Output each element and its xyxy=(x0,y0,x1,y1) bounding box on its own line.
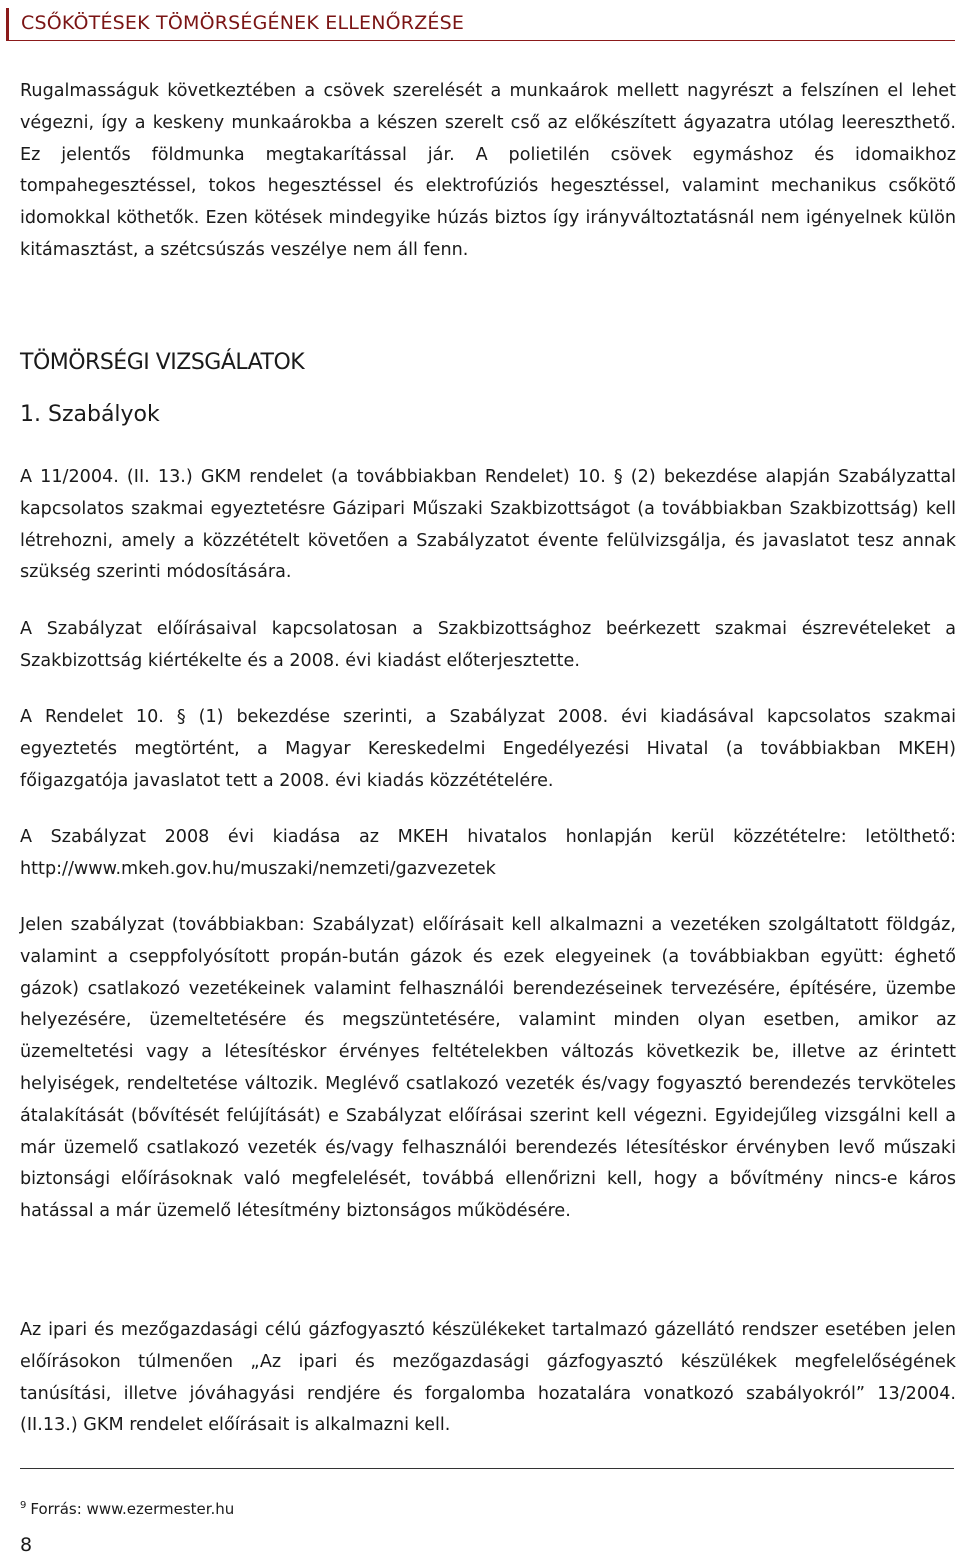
section-heading: TÖMÖRSÉGI VIZSGÁLATOK xyxy=(20,350,305,375)
footnote-divider xyxy=(20,1468,954,1469)
intro-paragraph: Rugalmasságuk következtében a csövek szerelését a munkaárok mellett nagyrészt a felszínen el lehet végezni, így a keskeny munkaárokba a készen szerelt cső az előkészített ágyazatra utólag leereszthető. Ez jelentős földmunka megtakarítással jár. A polietilén csövek egymáshoz és idomaikhoz tompahegesztéssel, tokos hegesztéssel és elektrofúziós hegesztéssel, valamint mechanikus csőkötő idomokkal köthetők. Ezen kötések mindegyike húzás biztos így irányváltoztatásnál nem igényelnek külön kitámasztást, a szétcsúszás veszélye nem áll fenn. xyxy=(20,81,956,260)
running-header xyxy=(6,8,955,41)
review-paragraph: A Szabályzat előírásaival kapcsolatosan a Szakbizottsághoz beérkezett szakmai észrevételeket a Szakbizottság kiértékelte és a 2008. évi kiadást előterjesztette. xyxy=(20,619,956,671)
consultation-paragraph: A Rendelet 10. § (1) bekezdése szerinti, a Szabályzat 2008. évi kiadásával kapcsolatos szakmai egyeztetés megtörtént, a Magyar Kereskedelmi Engedélyezési Hivatal (a továbbiakban MKEH) főigazgatója javaslatot tett a 2008. évi kiadás közzétételére. xyxy=(20,707,956,791)
industrial-paragraph: Az ipari és mezőgazdasági célú gázfogyasztó készülékeket tartalmazó gázellátó rendszer esetében jelen előírásokon túlmenően „Az ipari és mezőgazdasági gázfogyasztó készülékek megfelelőségének tanúsítási, illetve jóváhagyási rendjére és forgalomba hozatalára vonatkozó szabályokról” 13/2004. (II.13.) GKM rendelet előírásait is alkalmazni kell. xyxy=(20,1320,956,1436)
footnote xyxy=(20,1500,234,1518)
rule-paragraph: A 11/2004. (II. 13.) GKM rendelet (a továbbiakban Rendelet) 10. § (2) bekezdése alapján Szabályzattal kapcsolatos szakmai egyeztetésre Gázipari Műszaki Szakbizottságot (a továbbiakban Szakbizottság) kell létrehozni, amely a közzétételt követően a Szabályzatot évente felülvizsgálja, és javaslatot tesz annak szükség szerinti módosítására. xyxy=(20,467,956,583)
footnote-text: Forrás: www.ezermester.hu xyxy=(30,1500,235,1518)
footnote-marker: 9 xyxy=(20,1500,27,1511)
scope-paragraph: Jelen szabályzat (továbbiakban: Szabályzat) előírásait kell alkalmazni a vezetéken szolgáltatott földgáz, valamint a cseppfolyósított propán-bután gázok és ezek elegyeinek (a továbbiakban együtt: éghető gázok) csatlakozó vezetékeinek valamint felhasználói berendezéseinek tervezésére, építésére, üzembe helyezésére, üzemeltetésére és megszüntetésére, valamint minden olyan esetben, amikor az üzemeltetési vagy a létesítéskor érvényes feltételekben változás következik be, illetve az érintett helyiségek, rendeltetése változik. Meglévő csatlakozó vezeték és/vagy fogyasztó berendezés tervköteles átalakítását (bővítését felújítását) e Szabályzat előírásai szerint kell végezni. Egyidejűleg vizsgálni kell a már üzemelő csatlakozó vezeték és/vagy felhasználói berendezés létesítéskor érvényben levő műszaki biztonsági előírásoknak való megfelelését, továbbá ellenőrizni kell, hogy a bővítmény nincs-e káros hatással a már üzemelő létesítmény biztonságos működésére. xyxy=(20,915,956,1222)
header-title: CSŐKÖTÉSEK TÖMÖRSÉGÉNEK ELLENŐRZÉSE xyxy=(21,12,465,34)
section-subheading: 1. Szabályok xyxy=(20,402,160,427)
publication-paragraph: A Szabályzat 2008 évi kiadása az MKEH hivatalos honlapján kerül közzétételre: letölthető: http://www.mkeh.gov.hu/muszaki/nemzeti/gazvezetek xyxy=(20,827,956,879)
page-number: 8 xyxy=(20,1534,33,1556)
